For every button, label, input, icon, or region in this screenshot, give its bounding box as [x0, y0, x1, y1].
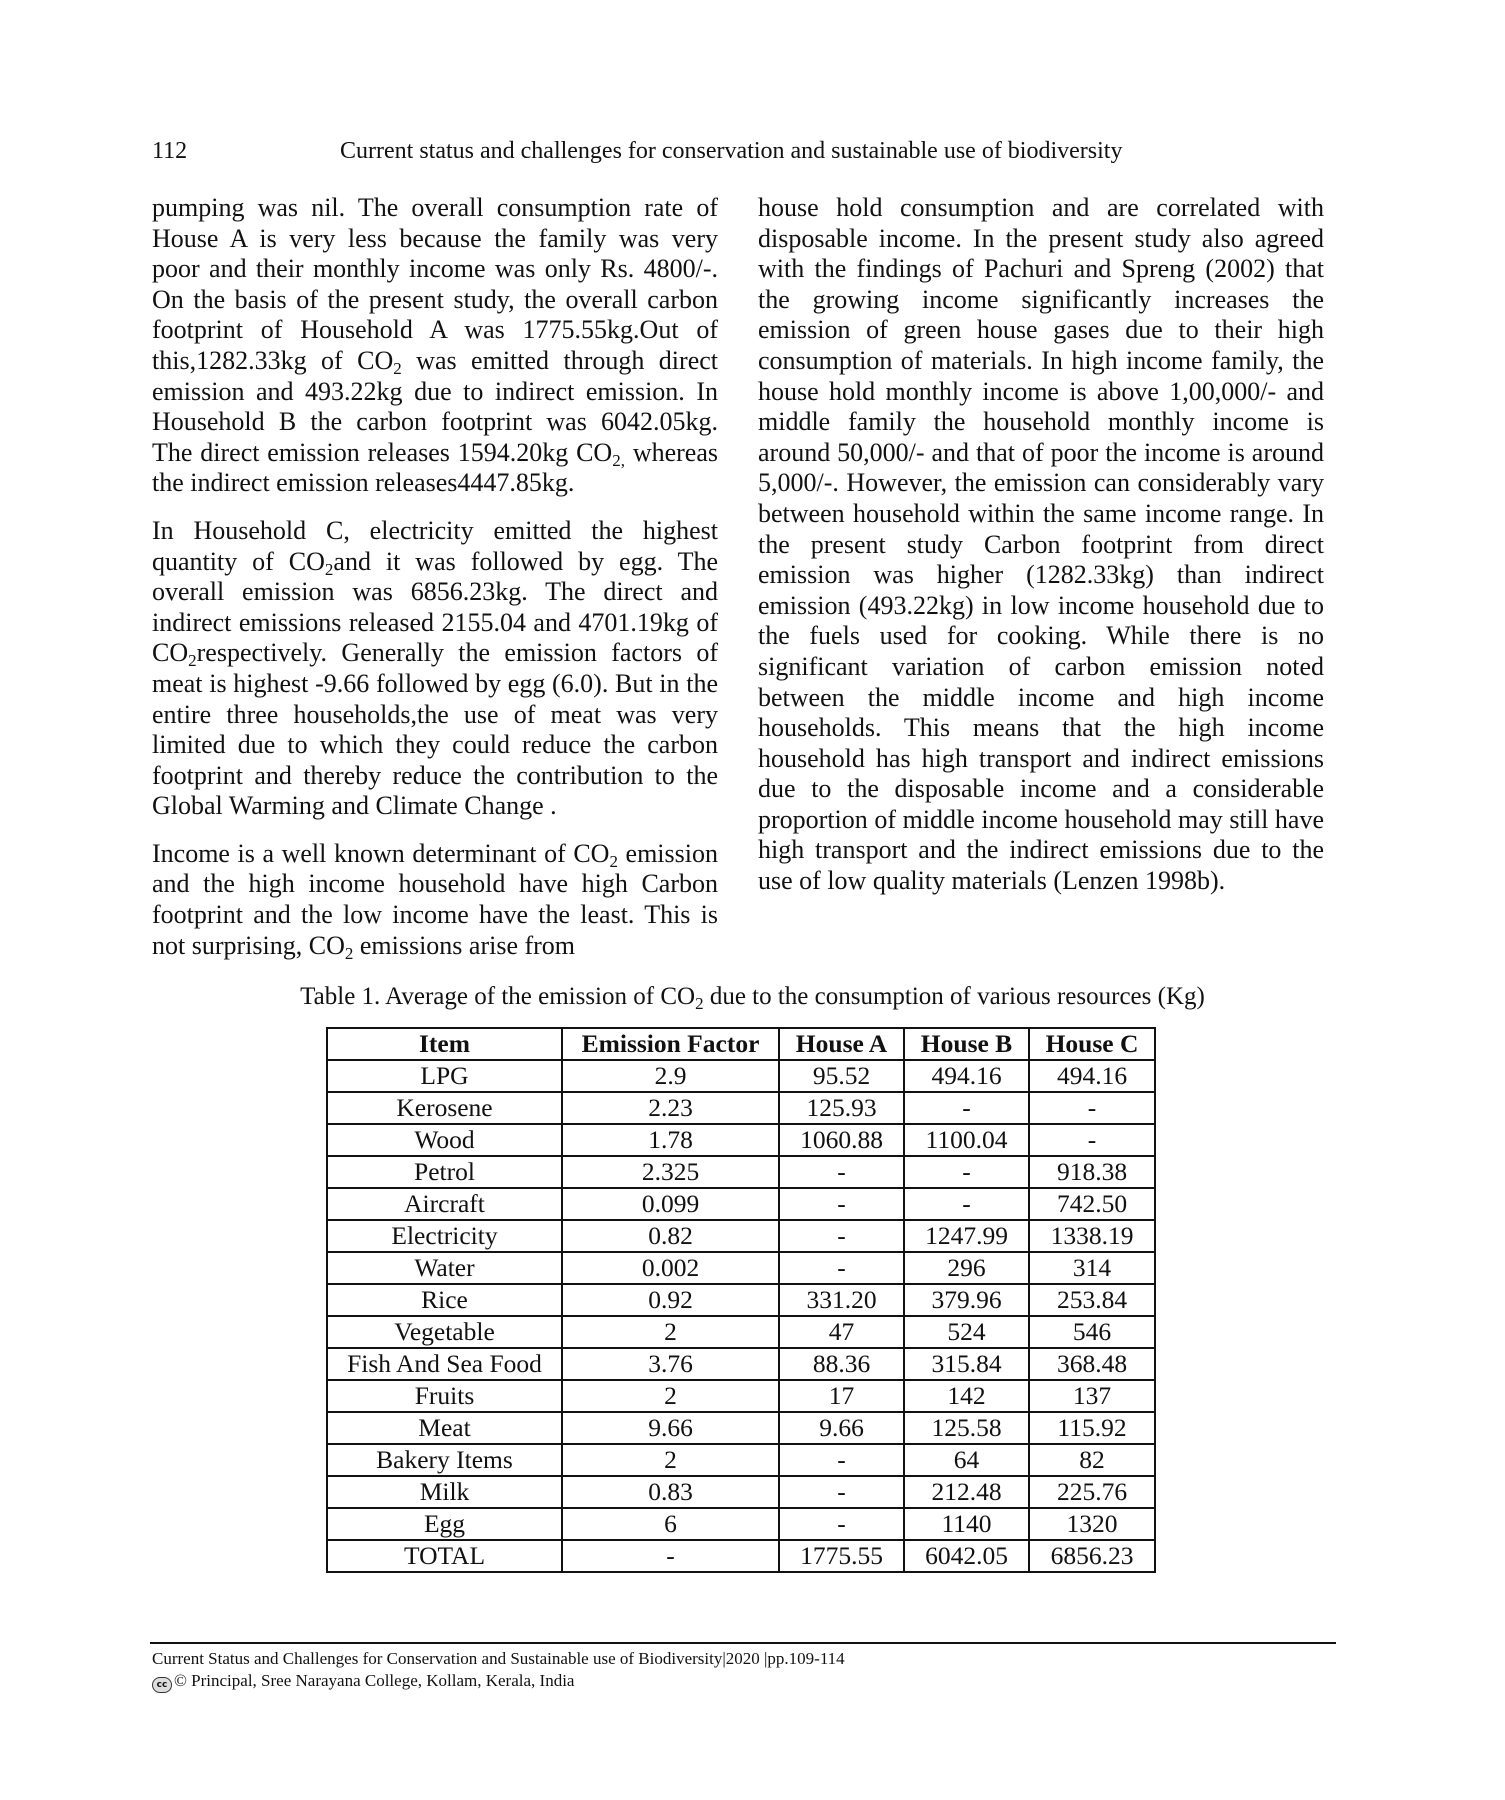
- table-cell: 2: [562, 1316, 779, 1348]
- table-cell: 137: [1029, 1380, 1155, 1412]
- table-cell: 47: [779, 1316, 904, 1348]
- table-cell: 2: [562, 1380, 779, 1412]
- table-cell: -: [904, 1188, 1029, 1220]
- table-row: [327, 1476, 1155, 1508]
- table-cell: 88.36: [779, 1348, 904, 1380]
- table-cell: 315.84: [904, 1348, 1029, 1380]
- table-cell: 17: [779, 1380, 904, 1412]
- table-cell: -: [779, 1188, 904, 1220]
- table-cell: 331.20: [779, 1284, 904, 1316]
- table-row: [327, 1060, 1155, 1092]
- table-cell: -: [779, 1156, 904, 1188]
- table-header-row: [327, 1028, 1155, 1060]
- table-cell: 1.78: [562, 1124, 779, 1156]
- table-cell: 6: [562, 1508, 779, 1540]
- table-cell: Aircraft: [327, 1188, 562, 1220]
- header-house-c: House C: [1029, 1028, 1155, 1060]
- left-column: [152, 193, 718, 978]
- page-number: 112: [152, 138, 188, 164]
- paragraph-income-continued: house hold consumption and are correlated with disposable income. In the present study also agreed with the findings of Pachuri and Spreng (2002) that the growing income significantly increases the emission of green house gases due to their high consumption of materials. In high income family, the house hold monthly income is above 1,00,000/- and middle family the household monthly income is around 50,000/- and that of poor the income is around 5,000/-. However, the emission can considerably vary between household within the same income range. In the present study Carbon footprint from direct emission was higher (1282.33kg) than indirect emission (493.22kg) in low income household due to the fuels used for cooking. While there is no significant variation of carbon emission noted between the middle income and high income households. This means that the high income household has high transport and indirect emissions due to the disposable income and a considerable proportion of middle income household may still have high transport and the indirect emissions due to the use of low quality materials (Lenzen 1998b).: [758, 193, 1324, 896]
- header-house-a: House A: [779, 1028, 904, 1060]
- table-row: [327, 1380, 1155, 1412]
- table-total-row: [327, 1540, 1155, 1572]
- table-cell: 314: [1029, 1252, 1155, 1284]
- table-cell: 546: [1029, 1316, 1155, 1348]
- table-cell: Rice: [327, 1284, 562, 1316]
- table-cell: -: [1029, 1092, 1155, 1124]
- table-row: [327, 1092, 1155, 1124]
- page-footer: [152, 1648, 845, 1693]
- table-row: [327, 1252, 1155, 1284]
- table-cell: -: [1029, 1124, 1155, 1156]
- table-row: [327, 1284, 1155, 1316]
- table-cell: 1247.99: [904, 1220, 1029, 1252]
- table-cell: 524: [904, 1316, 1029, 1348]
- table-cell: 1060.88: [779, 1124, 904, 1156]
- table-cell: 1140: [904, 1508, 1029, 1540]
- table-cell: -: [904, 1156, 1029, 1188]
- table-cell: 125.93: [779, 1092, 904, 1124]
- table-cell: Milk: [327, 1476, 562, 1508]
- table-cell: Wood: [327, 1124, 562, 1156]
- table-cell: TOTAL: [327, 1540, 562, 1572]
- table-row: [327, 1348, 1155, 1380]
- table-cell: -: [779, 1508, 904, 1540]
- table-cell: -: [779, 1220, 904, 1252]
- table-row: [327, 1124, 1155, 1156]
- table-cell: Egg: [327, 1508, 562, 1540]
- table-cell: 918.38: [1029, 1156, 1155, 1188]
- table-cell: 494.16: [1029, 1060, 1155, 1092]
- table-cell: 0.099: [562, 1188, 779, 1220]
- table-row: [327, 1188, 1155, 1220]
- footer-citation: Current Status and Challenges for Conservation and Sustainable use of Biodiversity|2020 |pp.109-114: [152, 1649, 845, 1668]
- table-cell: 2.9: [562, 1060, 779, 1092]
- table-cell: -: [779, 1476, 904, 1508]
- table-cell: 379.96: [904, 1284, 1029, 1316]
- table-cell: 1320: [1029, 1508, 1155, 1540]
- table-cell: Kerosene: [327, 1092, 562, 1124]
- running-title: Current status and challenges for conservation and sustainable use of biodiversity: [340, 138, 1123, 164]
- table-cell: Fish And Sea Food: [327, 1348, 562, 1380]
- paragraph-household-a-b: pumping was nil. The overall consumption rate of House A is very less because the family was very poor and their monthly income was only Rs. 4800/-. On the basis of the present study, the overall carbon footprint of Household A was 1775.55kg.Out of this,1282.33kg of $CO_2$ was emitted through direct emission and 493.22kg due to indirect emission. In Household B the carbon footprint was 6042.05kg. The direct emission releases 1594.20kg $CO_{2,}$ whereas the indirect emission releases4447.85kg.: [152, 193, 718, 498]
- table-row: [327, 1444, 1155, 1476]
- table-row: [327, 1412, 1155, 1444]
- table-cell: 253.84: [1029, 1284, 1155, 1316]
- table-cell: 494.16: [904, 1060, 1029, 1092]
- table-cell: Meat: [327, 1412, 562, 1444]
- paragraph-income: Income is a well known determinant of $CO_2$ emission and the high income household have high Carbon footprint and the low income have the least. This is not surprising, $CO_2$ emissions arise from: [152, 838, 718, 963]
- table-cell: 0.82: [562, 1220, 779, 1252]
- table-cell: 82: [1029, 1444, 1155, 1476]
- table-cell: Fruits: [327, 1380, 562, 1412]
- table-cell: -: [779, 1444, 904, 1476]
- table-cell: 0.83: [562, 1476, 779, 1508]
- table-cell: 115.92: [1029, 1412, 1155, 1444]
- right-column: [758, 193, 1324, 914]
- table-cell: 0.002: [562, 1252, 779, 1284]
- table-cell: Vegetable: [327, 1316, 562, 1348]
- table-cell: LPG: [327, 1060, 562, 1092]
- table-cell: 6856.23: [1029, 1540, 1155, 1572]
- table-cell: 212.48: [904, 1476, 1029, 1508]
- table-cell: -: [904, 1092, 1029, 1124]
- header-emission-factor: Emission Factor: [562, 1028, 779, 1060]
- header-item: Item: [327, 1028, 562, 1060]
- footer-divider: [150, 1642, 1336, 1644]
- table-cell: Petrol: [327, 1156, 562, 1188]
- table-cell: 1775.55: [779, 1540, 904, 1572]
- table-row: [327, 1156, 1155, 1188]
- running-header: [152, 134, 1220, 168]
- table-cell: 64: [904, 1444, 1029, 1476]
- table-cell: Water: [327, 1252, 562, 1284]
- table-cell: 95.52: [779, 1060, 904, 1092]
- table-cell: 3.76: [562, 1348, 779, 1380]
- header-house-b: House B: [904, 1028, 1029, 1060]
- table-cell: 142: [904, 1380, 1029, 1412]
- emission-table: [326, 1027, 1156, 1573]
- table-cell: 9.66: [562, 1412, 779, 1444]
- table-cell: 9.66: [779, 1412, 904, 1444]
- table-cell: 225.76: [1029, 1476, 1155, 1508]
- table-cell: -: [779, 1252, 904, 1284]
- table-cell: -: [562, 1540, 779, 1572]
- cc-license-icon: cc: [152, 1677, 172, 1693]
- table-cell: 742.50: [1029, 1188, 1155, 1220]
- table-cell: Bakery Items: [327, 1444, 562, 1476]
- table-cell: 1100.04: [904, 1124, 1029, 1156]
- table-cell: 2.23: [562, 1092, 779, 1124]
- table-row: [327, 1508, 1155, 1540]
- table-cell: 2.325: [562, 1156, 779, 1188]
- table-cell: 368.48: [1029, 1348, 1155, 1380]
- table-cell: 0.92: [562, 1284, 779, 1316]
- table-row: [327, 1316, 1155, 1348]
- table-row: [327, 1220, 1155, 1252]
- table-cell: 296: [904, 1252, 1029, 1284]
- paragraph-household-c: In Household C, electricity emitted the highest quantity of $CO_2and$ it was followed by egg. The overall emission was 6856.23kg. The direct and indirect emissions released 2155.04 and 4701.19kg of $CO_2respectively$. Generally the emission factors of meat is highest -9.66 followed by egg (6.0). But in the entire three households,the use of meat was very limited due to which they could reduce the carbon footprint and thereby reduce the contribution to the Global Warming and Climate Change .: [152, 515, 718, 821]
- table-cell: 1338.19: [1029, 1220, 1155, 1252]
- table-cell: 125.58: [904, 1412, 1029, 1444]
- table-cell: 2: [562, 1444, 779, 1476]
- table-cell: 6042.05: [904, 1540, 1029, 1572]
- footer-copyright-line: cc © Principal, Sree Narayana College, Kollam, Kerala, India: [152, 1670, 845, 1693]
- table-cell: Electricity: [327, 1220, 562, 1252]
- table-caption: Table 1. Average of the emission of $CO_2$ due to the consumption of various resources (Kg): [300, 983, 1205, 1013]
